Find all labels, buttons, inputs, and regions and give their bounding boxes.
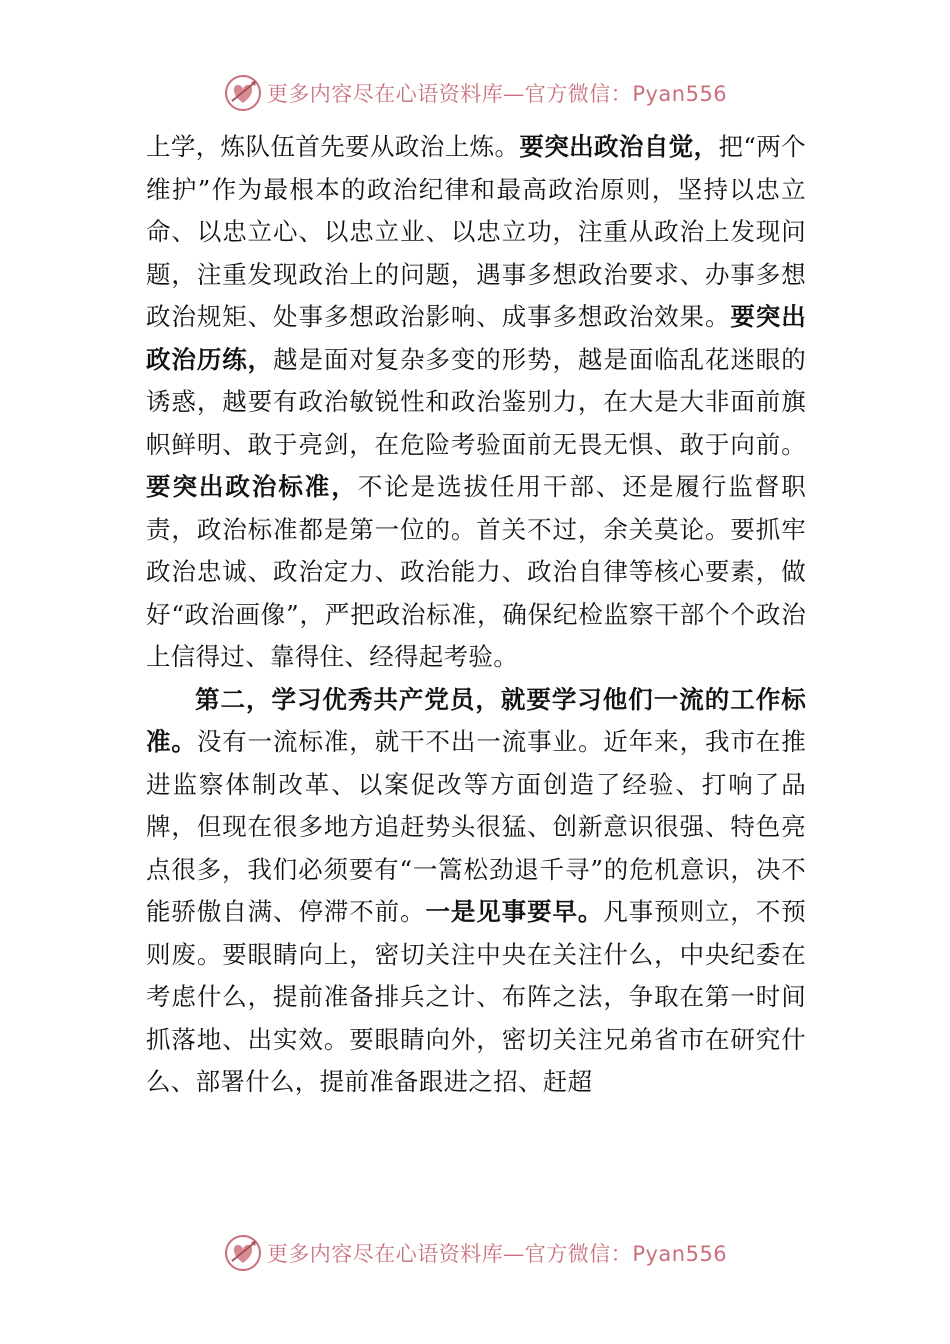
text-run: 凡事预则立，不预则废。要眼睛向上，密切关注中央在关注什么，中央纪委在考虑什么，提前准备排兵之计、布阵之法，争取在第一时间抓落地、出实效。要眼睛向外，密切关注兄弟省市在研究什么、部署什么，提前准备跟进之招、赶超 <box>146 897 806 1096</box>
footer-watermark <box>0 1233 950 1273</box>
text-run: 没有一流标准，就干不出一流事业。近年来，我市在推进监察体制改革、以案促改等方面创造了经验、打响了品牌，但现在很多地方追赶势头很猛、创新意识很强、特色亮点很多，我们必须要有“一篙松劲退千寻”的危机意识，决不能骄傲自满、停滞不前。 <box>146 727 806 926</box>
bold-heading-run: 要突出政治历练， <box>146 302 806 374</box>
watermark-text <box>267 1238 727 1268</box>
watermark-label: 更多内容尽在心语资料库—官方微信： <box>266 82 633 106</box>
header-watermark <box>0 73 950 113</box>
paragraph-1 <box>146 126 806 679</box>
watermark-wechat-id: Pyan556 <box>632 82 728 106</box>
bold-heading-run: 第二，学习优秀共产党员，就要学习他们一流的工作标准。 <box>146 684 806 756</box>
text-run: 越是面对复杂多变的形势，越是面临乱花迷眼的诱惑，越要有政治敏锐性和政治鉴别力，在大是大非面前旗帜鲜明、敢于亮剑，在危险考验面前无畏无惧、敢于向前。 <box>146 344 806 459</box>
watermark-wechat-id: Pyan556 <box>632 1242 728 1266</box>
bold-heading-run: 要突出政治自觉， <box>519 132 719 161</box>
bold-heading-run: 要突出政治标准， <box>146 472 358 501</box>
document-body <box>146 126 806 1104</box>
watermark-label: 更多内容尽在心语资料库—官方微信： <box>266 1242 633 1266</box>
text-run: 上学，炼队伍首先要从政治上炼。 <box>146 132 520 161</box>
text-run: 不论是选拔任用干部、还是履行监督职责，政治标准都是第一位的。首关不过，余关莫论。要抓牢政治忠诚、政治定力、政治能力、政治自律等核心要素，做好“政治画像”，严把政治标准，确保纪检监察干部个个政治上信得过、靠得住、经得起考验。 <box>146 472 806 671</box>
heart-logo-icon <box>223 1233 263 1273</box>
paragraph-2 <box>146 679 806 1104</box>
text-run: 把“两个维护”作为最根本的政治纪律和最高政治原则，坚持以忠立命、以忠立心、以忠立业、以忠立功，注重从政治上发现问题，注重发现政治上的问题，遇事多想政治要求、办事多想政治规矩、处事多想政治影响、成事多想政治效果。 <box>146 132 806 331</box>
heart-logo-icon <box>223 73 263 113</box>
bold-heading-run: 一是见事要早。 <box>425 897 604 926</box>
watermark-text <box>267 78 727 108</box>
